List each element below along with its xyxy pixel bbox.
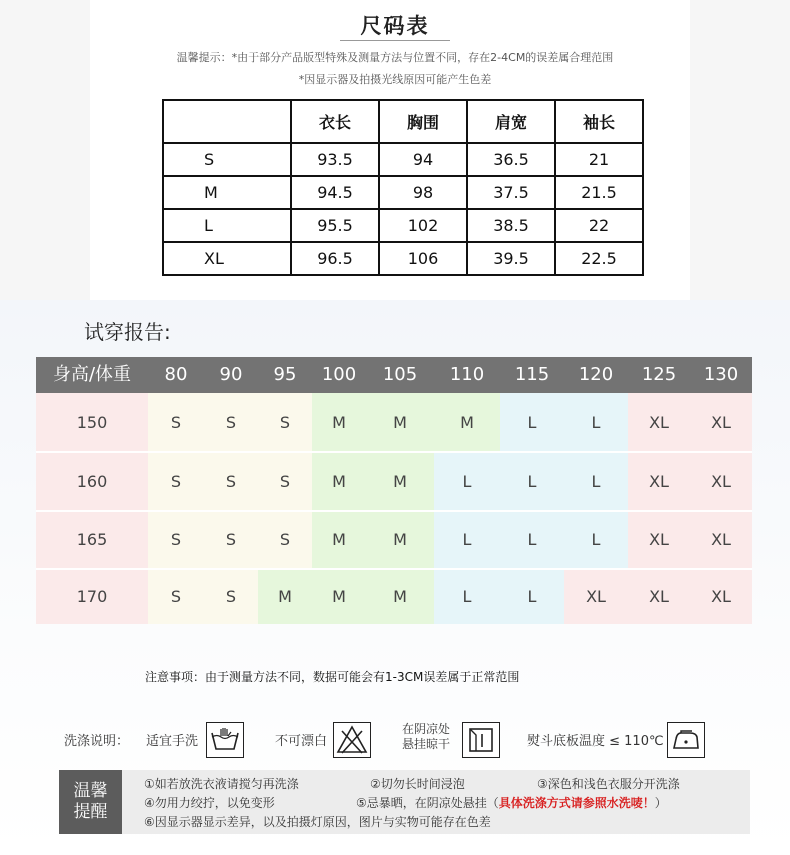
size-value: 94.5 — [291, 176, 379, 209]
fit-size-cell: M — [258, 569, 312, 624]
fit-size-cell: L — [564, 393, 628, 452]
color-note: *因显示器及拍摄光线原因可能产生色差 — [298, 73, 492, 86]
size-value: 39.5 — [467, 242, 555, 275]
reminder-badge — [59, 770, 122, 834]
fit-size-cell: M — [366, 393, 434, 452]
wash-instructions — [0, 716, 790, 761]
fit-size-cell: L — [500, 569, 564, 624]
fit-header-weight: 120 — [578, 364, 614, 385]
size-label: S — [163, 143, 291, 176]
iron-low-temp-icon — [667, 722, 705, 758]
reminder-panel — [59, 770, 750, 834]
size-label: XL — [163, 242, 291, 275]
fit-report-table — [36, 357, 752, 624]
dry-shade-line2: 悬挂晾干 — [402, 737, 451, 751]
tip-1: ①如若放洗衣液请搅匀再洗涤 — [144, 777, 299, 791]
fit-header-weight: 100 — [321, 364, 357, 385]
tip-4: ④勿用力绞拧，以免变形 — [144, 796, 275, 810]
fit-size-cell: L — [564, 452, 628, 511]
fit-header-weight: 130 — [703, 364, 739, 385]
size-value: 95.5 — [291, 209, 379, 242]
hand-wash-icon — [206, 722, 244, 758]
tip-5-text: ⑤忌暴晒，在阴凉处悬挂（ — [356, 796, 499, 810]
fit-size-cell: S — [148, 511, 204, 569]
fit-size-cell: M — [366, 452, 434, 511]
fit-size-cell: L — [434, 511, 500, 569]
fit-report-title: 试穿报告: — [84, 320, 171, 344]
hand-wash-label: 适宜手洗 — [146, 734, 199, 749]
iron-label: 熨斗底板温度 ≤ 110℃ — [527, 734, 664, 749]
fit-size-cell: S — [148, 452, 204, 511]
no-bleach-icon — [333, 722, 371, 758]
size-chart-row — [163, 209, 643, 242]
page-title: 尺码表 — [360, 14, 430, 38]
fit-size-cell: XL — [628, 569, 690, 624]
fit-size-cell: L — [564, 511, 628, 569]
tip-2: ②切勿长时间浸泡 — [370, 777, 465, 791]
dry-shade-label — [402, 722, 450, 752]
fit-header-weight: 95 — [273, 364, 297, 385]
fit-size-cell: L — [434, 452, 500, 511]
fit-size-cell: M — [366, 511, 434, 569]
fit-height-cell: 150 — [36, 393, 148, 452]
fit-size-cell: M — [312, 569, 366, 624]
fit-header-weight: 90 — [219, 364, 243, 385]
size-value: 106 — [379, 242, 467, 275]
fit-size-cell: S — [258, 511, 312, 569]
fit-size-cell: XL — [690, 569, 752, 624]
size-value: 94 — [379, 143, 467, 176]
fit-size-cell: XL — [690, 511, 752, 569]
size-chart-header-shoulder: 肩宽 — [467, 100, 555, 143]
fit-size-cell: L — [500, 511, 564, 569]
fit-size-cell: XL — [564, 569, 628, 624]
size-chart-header-corner — [163, 100, 291, 143]
fit-header-weight: 105 — [382, 364, 418, 385]
reminder-badge-line2: 提醒 — [73, 802, 108, 822]
fit-size-cell: XL — [628, 511, 690, 569]
size-value: 96.5 — [291, 242, 379, 275]
fit-size-cell: S — [204, 452, 258, 511]
fit-height-cell: 170 — [36, 569, 148, 624]
size-chart-row — [163, 242, 643, 275]
size-chart-header-row — [163, 100, 643, 143]
fit-size-cell: S — [204, 393, 258, 452]
size-chart-header-chest: 胸围 — [379, 100, 467, 143]
fit-header-weight: 80 — [164, 364, 188, 385]
fit-header-weight: 115 — [514, 364, 550, 385]
fit-size-cell: S — [148, 569, 204, 624]
tip-6: ⑥因显示器显示差异，以及拍摄灯原因，图片与实物可能存在色差 — [144, 815, 491, 829]
size-chart-header-length: 衣长 — [291, 100, 379, 143]
tip-5 — [356, 794, 667, 811]
fit-size-cell: XL — [628, 393, 690, 452]
fit-height-cell: 165 — [36, 511, 148, 569]
size-chart-row — [163, 143, 643, 176]
fit-size-cell: M — [312, 393, 366, 452]
attention-note: 注意事项：由于测量方法不同，数据可能会有1-3CM误差属于正常范围 — [145, 670, 520, 684]
size-value: 93.5 — [291, 143, 379, 176]
size-value: 21.5 — [555, 176, 643, 209]
tip-3: ③深色和浅色衣服分开洗涤 — [537, 777, 680, 791]
fit-header-label: 身高/体重 — [52, 364, 132, 385]
fit-size-cell: S — [148, 393, 204, 452]
size-label: M — [163, 176, 291, 209]
fit-size-cell: M — [434, 393, 500, 452]
fit-row-separator — [36, 451, 752, 453]
size-value: 38.5 — [467, 209, 555, 242]
fit-size-cell: M — [366, 569, 434, 624]
size-label: L — [163, 209, 291, 242]
size-value: 98 — [379, 176, 467, 209]
fit-header-weight: 125 — [641, 364, 677, 385]
size-value: 22 — [555, 209, 643, 242]
reminder-badge-line1: 温馨 — [73, 781, 108, 801]
fit-size-cell: S — [258, 452, 312, 511]
dry-shade-icon — [462, 722, 500, 758]
size-chart-header-sleeve: 袖长 — [555, 100, 643, 143]
size-chart-row — [163, 176, 643, 209]
wash-label: 洗涤说明： — [64, 734, 130, 749]
fit-report-header — [36, 357, 752, 393]
fit-size-cell: M — [312, 452, 366, 511]
size-value: 102 — [379, 209, 467, 242]
dry-shade-line1: 在阴凉处 — [402, 722, 451, 736]
tip-5-end: ） — [654, 796, 667, 810]
fit-height-cell: 160 — [36, 452, 148, 511]
fit-row-separator — [36, 510, 752, 512]
fit-size-cell: S — [204, 569, 258, 624]
no-bleach-label: 不可漂白 — [275, 734, 328, 749]
fit-size-cell: M — [312, 511, 366, 569]
fit-size-cell: XL — [628, 452, 690, 511]
fit-row-separator — [36, 568, 752, 570]
size-value: 22.5 — [555, 242, 643, 275]
size-value: 36.5 — [467, 143, 555, 176]
size-value: 37.5 — [467, 176, 555, 209]
title-underline — [340, 40, 450, 41]
fit-size-cell: S — [258, 393, 312, 452]
fit-size-cell: XL — [690, 393, 752, 452]
size-value: 21 — [555, 143, 643, 176]
fit-report-body — [36, 393, 752, 624]
fit-size-cell: S — [204, 511, 258, 569]
tip-5-highlight: 具体洗涤方式请参照水洗唛！ — [498, 796, 655, 810]
fit-size-cell: L — [434, 569, 500, 624]
size-chart-table — [162, 99, 644, 276]
fit-header-weight: 110 — [449, 364, 485, 385]
fit-size-cell: XL — [690, 452, 752, 511]
fit-size-cell: L — [500, 393, 564, 452]
fit-size-cell: L — [500, 452, 564, 511]
tolerance-note: 温馨提示：*由于部分产品版型特殊及测量方法与位置不同，存在2-4CM的误差属合理范围 — [176, 51, 614, 64]
